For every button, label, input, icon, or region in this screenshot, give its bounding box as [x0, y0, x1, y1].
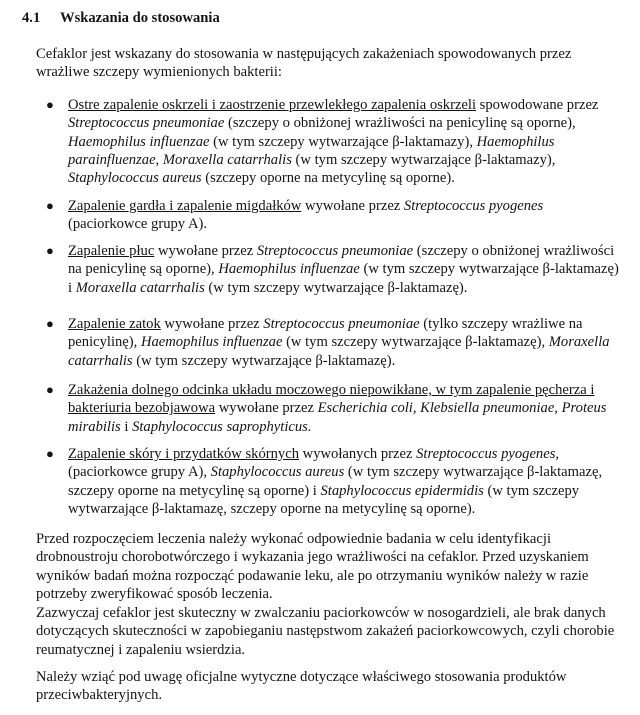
organism-name: Escherichia coli, Klebsiella pneumoniae, Proteus mirabilis: [68, 400, 607, 435]
organism-name: Haemophilus influenzae: [218, 261, 360, 278]
organism-name: Streptococcus pneumoniae: [256, 243, 414, 259]
paragraph-streptococci: Zazwyczaj cefaklor jest skuteczny w zwalczaniu paciorkowców w nosogardzieli, ale brak danych dotyczących skuteczności w zapobieganiu następstwom zakażeń paciorkowcowych, czyli chorobie reumatycznej i zapaleniu wsierdzia.: [36, 605, 615, 658]
indication-text: (w tym szczepy wytwarzające β-laktamazę, szczepy oporne na metycylinę są oporne) i: [68, 464, 603, 499]
organism-name: Streptococcus pyogenes: [403, 198, 544, 214]
indication-text: spowodowane przez: [476, 97, 599, 113]
indication-text: (w tym szczepy wytwarzające β-laktamazę).: [204, 279, 468, 296]
indication-text: wywołane przez: [215, 400, 318, 417]
organism-name: Haemophilus influenzae: [68, 133, 210, 150]
section-heading: [22, 9, 220, 27]
organism-name: Haemophilus parainfluenzae, Moraxella catarrhalis: [68, 133, 555, 168]
indication-text: (paciorkowce grupy A),: [68, 464, 211, 481]
indication-text: (w tym szczepy wytwarzające β-laktamazy),: [291, 151, 556, 168]
indication-text: wywołane przez: [160, 316, 264, 332]
indication-title: Zapalenie zatok: [68, 316, 161, 332]
indication-title: Ostre zapalenie oskrzeli i zaostrzenie przewlekłego zapalenia oskrzeli: [68, 97, 477, 113]
organism-name: Staphylococcus aureus: [68, 170, 202, 187]
indication-item: [36, 445, 626, 518]
bullet-icon: ●: [46, 97, 54, 112]
indication-text: (szczepy o obniżonej wrażliwości na penicylinę są oporne),: [224, 115, 576, 132]
organism-name: Staphylococcus aureus: [210, 464, 345, 481]
organism-name: Moraxella catarrhalis: [68, 334, 610, 369]
indication-title: Zapalenie gardła i zapalenie migdałków: [68, 198, 302, 214]
indication-item: [36, 381, 626, 436]
paragraph-diagnostics: Przed rozpoczęciem leczenia należy wykonać odpowiednie badania w celu identyfikacji drobnoustroju chorobotwórczego i wykazania jego wrażliwości na cefaklor. Przed uzyskaniem wyników badań można rozpocząć podawanie leku, ale po otrzymaniu wyników należy w razie potrzeby zweryfikować sposób leczenia.: [36, 531, 589, 602]
indication-item: [36, 96, 626, 187]
organism-name: Staphylococcus epidermidis: [320, 482, 484, 499]
organism-name: Haemophilus influenzae: [140, 334, 283, 351]
indication-text: (w tym szczepy wytwarzające β-laktamazy),: [209, 133, 477, 150]
indication-item: [36, 197, 626, 234]
bullet-icon: ●: [46, 446, 54, 461]
bullet-icon: ●: [46, 316, 54, 331]
indication-text: (tylko szczepy wrażliwe na penicylinę),: [68, 316, 583, 351]
bullet-icon: ●: [46, 198, 54, 213]
indication-item: [36, 315, 626, 370]
indication-text: (szczepy oporne na metycylinę są oporne).: [201, 170, 455, 187]
indication-text: (w tym szczepy wytwarzające β-laktamazę) i: [68, 261, 619, 296]
bullet-icon: ●: [46, 382, 54, 397]
paragraph-guidelines: Należy wziąć pod uwagę oficjalne wytyczne dotyczące właściwego stosowania produktów przeciwbakteryjnych.: [36, 669, 567, 704]
organism-name: Moraxella catarrhalis: [75, 279, 205, 296]
organism-name: Staphylococcus saprophyticus.: [132, 418, 312, 435]
indication-text: wywołane przez: [154, 243, 257, 259]
indication-text: wywołane przez: [301, 198, 404, 214]
organism-name: Streptococcus pneumoniae: [68, 115, 225, 132]
bullet-icon: ●: [46, 243, 54, 258]
indication-text: (w tym szczepy wytwarzające β-laktamazę),: [282, 334, 549, 351]
indication-text: (w tym szczepy wytwarzające β-laktamazę, szczepy oporne na metycylinę są oporne).: [68, 482, 580, 517]
indication-item: [36, 242, 626, 297]
section-title: Wskazania do stosowania: [60, 10, 220, 26]
organism-name: Streptococcus pneumoniae: [263, 316, 420, 332]
intro-paragraph: Cefaklor jest wskazany do stosowania w następujących zakażeniach spowodowanych przez wrażliwe szczepy wymienionych bakterii:: [36, 46, 572, 81]
organism-name: Streptococcus pyogenes,: [416, 446, 560, 462]
indication-title: Zakażenia dolnego odcinka układu moczowego niepowikłane, w tym zapalenie pęcherza i bakteriuria bezobjawowa: [68, 382, 595, 417]
indication-title: Zapalenie skóry i przydatków skórnych: [68, 446, 299, 462]
indication-text: (w tym szczepy wytwarzające β-laktamazę).: [132, 352, 396, 369]
section-number: 4.1: [22, 10, 41, 26]
indication-title: Zapalenie płuc: [68, 243, 155, 259]
indication-text: wywołanych przez: [299, 446, 417, 462]
indication-text: (paciorkowce grupy A).: [68, 216, 207, 233]
indication-text: i: [120, 418, 133, 435]
indication-text: (szczepy o obniżonej wrażliwości na penicylinę są oporne),: [68, 243, 615, 278]
